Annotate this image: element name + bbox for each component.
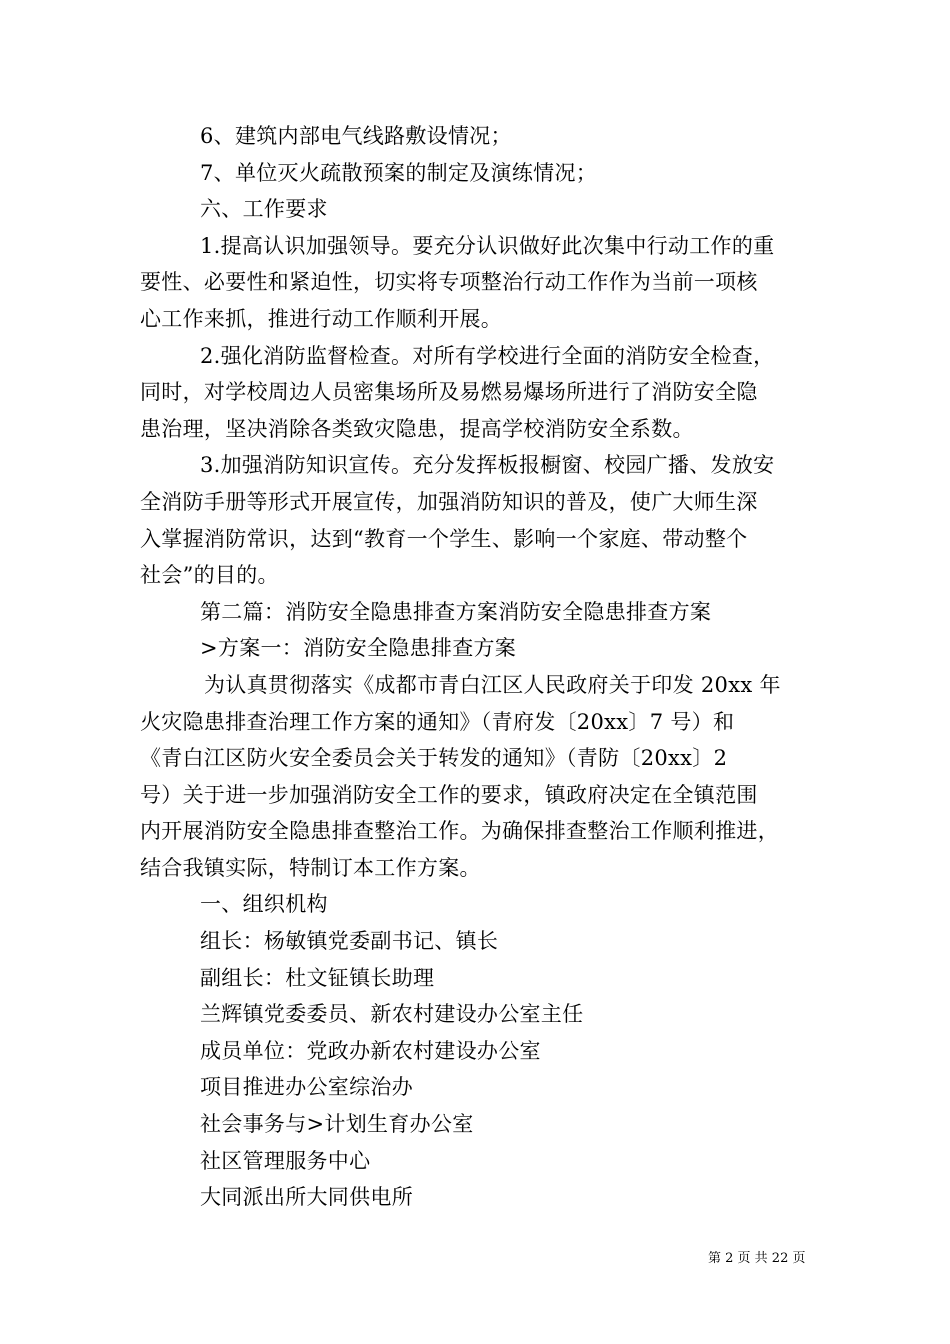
text-line: 社会”的目的。 (140, 563, 279, 588)
text-line: 社区管理服务中心 (200, 1148, 371, 1173)
sub-heading: >方案一：消防安全隐患排查方案 (200, 636, 517, 661)
text-line: 组长：杨敏镇党委副书记、镇长 (200, 929, 499, 954)
chapter-heading: 第二篇：消防安全隐患排查方案消防安全隐患排查方案 (200, 599, 712, 624)
text-line: 患治理，坚决消除各类致灾隐患，提高学校消防安全系数。 (140, 416, 694, 441)
section-heading: 六、工作要求 (200, 197, 328, 222)
text-line: 成员单位：党政办新农村建设办公室 (200, 1038, 541, 1063)
text-line: 火灾隐患排查治理工作方案的通知》（青府发〔20xx〕7 号）和 (140, 709, 735, 734)
text-line: 3.加强消防知识宣传。充分发挥板报橱窗、校园广播、发放安 (200, 453, 775, 478)
text-line: 内开展消防安全隐患排查整治工作。为确保排查整治工作顺利推进， (140, 819, 779, 844)
text-line: 要性、必要性和紧迫性，切实将专项整治行动工作作为当前一项核 (140, 270, 758, 295)
text-line: 6、建筑内部电气线路敷设情况； (200, 124, 512, 148)
section-heading: 一、组织机构 (200, 892, 328, 917)
text-line: 入掌握消防常识，达到“教育一个学生、影响一个家庭、带动整个 (140, 526, 748, 551)
text-line: 副组长：杜文钲镇长助理 (200, 965, 435, 990)
text-line: 1.提高认识加强领导。要充分认识做好此次集中行动工作的重 (200, 233, 775, 258)
text-line: 2.强化消防监督检查。对所有学校进行全面的消防安全检查， (200, 343, 775, 368)
text-line: 结合我镇实际，特制订本工作方案。 (140, 855, 481, 880)
text-line: 项目推进办公室综治办 (200, 1075, 413, 1100)
page-number: 第 2 页 共 22 页 (708, 1251, 806, 1266)
text-line: 7、单位灭火疏散预案的制定及演练情况； (200, 160, 598, 185)
text-line: 号）关于进一步加强消防安全工作的要求，镇政府决定在全镇范围 (140, 782, 758, 807)
text-line: 同时，对学校周边人员密集场所及易燃易爆场所进行了消防安全隐 (140, 380, 758, 405)
text-line: 大同派出所大同供电所 (200, 1185, 413, 1210)
text-line: 《青白江区防火安全委员会关于转发的通知》（青防〔20xx〕2 (140, 746, 728, 771)
text-line: 社会事务与>计划生育办公室 (200, 1112, 474, 1137)
text-line: 心工作来抓，推进行动工作顺利开展。 (140, 306, 503, 331)
text-line: 为认真贯彻落实《成都市青白江区人民政府关于印发 20xx 年 (204, 672, 781, 697)
document-body (140, 118, 820, 1216)
text-line: 全消防手册等形式开展宣传，加强消防知识的普及，使广大师生深 (140, 489, 758, 514)
text-line: 兰辉镇党委委员、新农村建设办公室主任 (200, 1002, 584, 1027)
